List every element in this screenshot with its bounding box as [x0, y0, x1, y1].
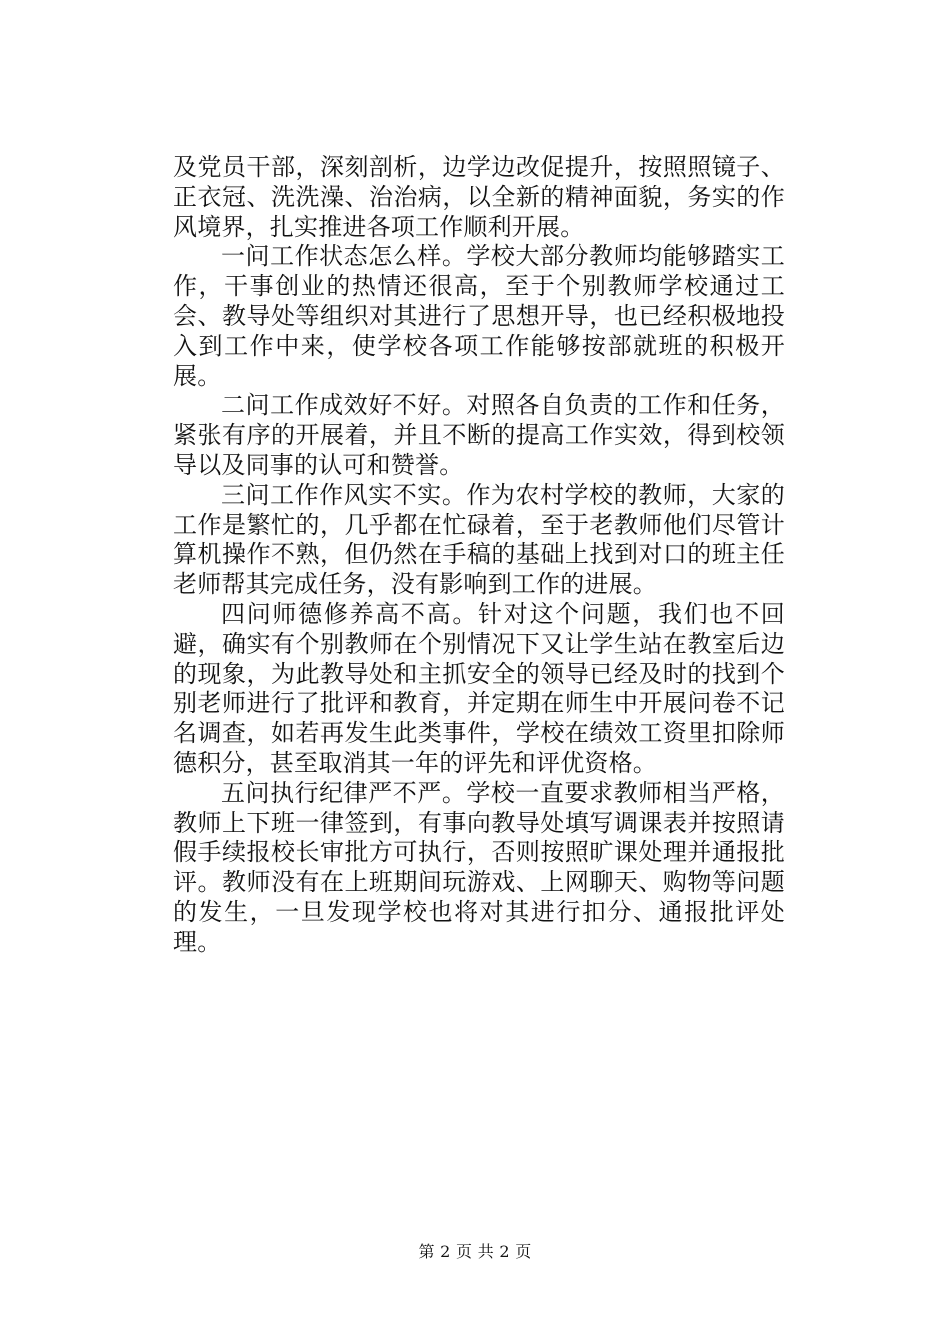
paragraph-teacher-ethics: 四问师德修养高不高。针对这个问题，我们也不回避，确实有个别教师在个别情况下又让学生站在教室后边的现象，为此教导处和主抓安全的领导已经及时的找到个别老师进行了批评和教育，并定期在师生中开展问卷不记名调查，如若再发生此类事件，学校在绩效工资里扣除师德积分，甚至取消其一年的评先和评优资格。: [173, 599, 785, 777]
paragraph-work-status: 一问工作状态怎么样。学校大部分教师均能够踏实工作，干事创业的热情还很高，至于个别教师学校通过工会、教导处等组织对其进行了思想开导，也已经积极地投入到工作中来，使学校各项工作能够按部就班的积极开展。: [173, 242, 785, 390]
page-footer: 第 2 页 共 2 页: [418, 1242, 532, 1261]
body-text: [173, 153, 785, 958]
paragraph-work-style: 三问工作作风实不实。作为农村学校的教师，大家的工作是繁忙的，几乎都在忙碌着，至于老教师他们尽管计算机操作不熟，但仍然在手稿的基础上找到对口的班主任老师帮其完成任务，没有影响到工作的进展。: [173, 480, 785, 599]
paragraph-work-results: 二问工作成效好不好。对照各自负责的工作和任务，紧张有序的开展着，并且不断的提高工作实效，得到校领导以及同事的认可和赞誉。: [173, 391, 785, 479]
paragraph-continuation: 及党员干部，深刻剖析，边学边改促提升，按照照镜子、正衣冠、洗洗澡、治治病，以全新的精神面貌，务实的作风境界，扎实推进各项工作顺利开展。: [173, 153, 785, 241]
paragraph-discipline: 五问执行纪律严不严。学校一直要求教师相当严格，教师上下班一律签到，有事向教导处填写调课表并按照请假手续报校长审批方可执行，否则按照旷课处理并通报批评。教师没有在上班期间玩游戏、上网聊天、购物等问题的发生，一旦发现学校也将对其进行扣分、通报批评处理。: [173, 778, 785, 956]
